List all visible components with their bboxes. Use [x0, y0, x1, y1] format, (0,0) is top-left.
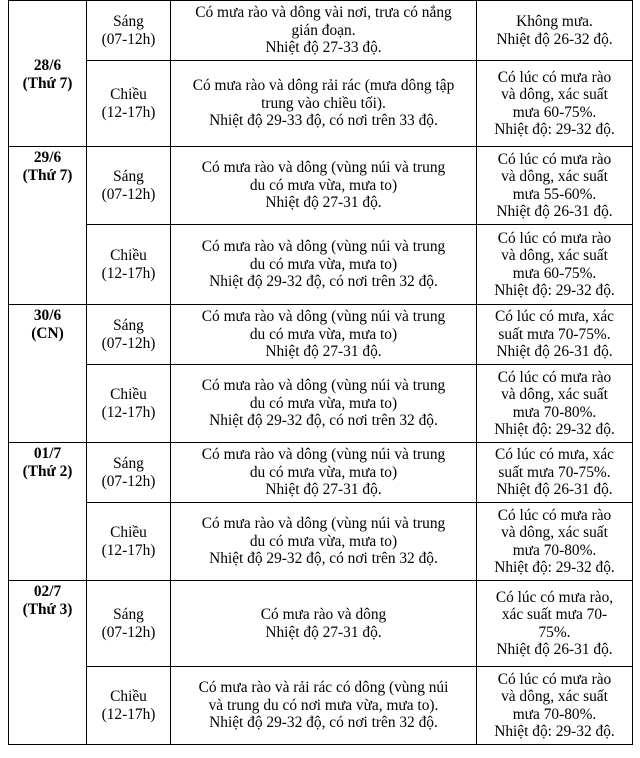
day-date: 01/7 [33, 445, 62, 462]
period-cell [87, 61, 171, 147]
rain-line: Có lúc có mưa rào [497, 368, 612, 386]
period-hours: (07-12h) [101, 185, 156, 203]
table-row [9, 61, 633, 147]
rain-line: và dông, xác suất [501, 86, 608, 103]
day-date: 28/6 [33, 57, 62, 74]
period-name: Chiều [110, 86, 147, 103]
rain-line: Nhiệt độ 26-32 độ. [496, 30, 613, 48]
rain-line: và dông, xác suất [501, 688, 608, 705]
rain-probability-cell [477, 443, 633, 503]
rain-line: Có lúc có mưa, xác [494, 446, 615, 464]
period-cell [87, 365, 171, 443]
period-cell [87, 667, 171, 745]
period-cell [87, 503, 171, 581]
rain-line: suất mưa 70-75%. [498, 325, 611, 343]
table-row [9, 365, 633, 443]
rain-probability-cell [477, 581, 633, 667]
rain-line: mưa 60-75%. [512, 103, 597, 121]
day-date: 29/6 [33, 149, 62, 166]
rain-line: mưa 55-60%. [512, 185, 597, 203]
description-line: Nhiệt độ 29-32 độ, có nơi trên 32 độ. [209, 412, 438, 430]
period-name: Sáng [113, 606, 144, 623]
description-line: Có mưa rào và dông (vùng núi và trung [201, 308, 446, 326]
description-line: Có mưa rào và dông [260, 606, 387, 623]
table-row [9, 503, 633, 581]
description-line: Có mưa rào và dông (vùng núi và trung [201, 377, 446, 395]
table-row [9, 147, 633, 225]
description-line: Có mưa rào và dông vài nơi, trưa có nắng [195, 4, 452, 22]
description-line: Nhiệt độ 27-31 độ. [265, 481, 382, 499]
rain-line: 75%. [538, 623, 571, 641]
description-line: trung vào chiều tối). [261, 94, 386, 112]
day-cell [9, 581, 87, 745]
day-date: 02/7 [33, 583, 62, 600]
period-name: Chiều [110, 524, 147, 541]
period-hours: (12-17h) [101, 264, 156, 282]
rain-probability-cell [477, 667, 633, 745]
day-weekday: (Thứ 2) [22, 462, 73, 480]
period-hours: (12-17h) [101, 103, 156, 121]
rain-line: Có lúc có mưa, xác [494, 308, 615, 326]
description-cell [171, 305, 477, 365]
description-cell [171, 61, 477, 147]
table-row [9, 1, 633, 61]
rain-probability-cell [477, 1, 633, 61]
rain-line: suất mưa 70-75%. [498, 463, 611, 481]
forecast-table-body [9, 1, 633, 745]
rain-probability-cell [477, 225, 633, 305]
period-name: Sáng [113, 168, 144, 185]
rain-line: Nhiệt độ: 29-32 độ. [494, 559, 615, 576]
rain-line: Nhiệt độ 26-31 độ. [496, 641, 613, 658]
period-cell [87, 1, 171, 61]
table-row [9, 225, 633, 305]
forecast-document [8, 0, 632, 745]
description-line: Nhiệt độ 27-31 độ. [265, 194, 382, 212]
description-line: Có mưa rào và rải rác có dông (vùng núi [198, 679, 449, 697]
description-line: Có mưa rào và dông (vùng núi và trung [201, 515, 446, 533]
period-hours: (12-17h) [101, 541, 156, 559]
period-hours: (07-12h) [101, 472, 156, 490]
rain-line: mưa 60-75%. [512, 264, 597, 282]
rain-line: và dông, xác suất [501, 247, 608, 264]
day-weekday: (Thứ 7) [22, 74, 73, 92]
table-row [9, 667, 633, 745]
period-name: Chiều [110, 688, 147, 705]
period-name: Sáng [113, 13, 144, 30]
description-line: du có mưa vừa, mưa to) [249, 532, 398, 550]
period-cell [87, 147, 171, 225]
rain-probability-cell [477, 147, 633, 225]
description-cell [171, 581, 477, 667]
description-line: gián đoạn. [291, 21, 356, 39]
description-line: Nhiệt độ 27-33 độ. [265, 39, 382, 57]
forecast-table [8, 0, 633, 745]
period-hours: (12-17h) [101, 403, 156, 421]
period-cell [87, 225, 171, 305]
rain-line: mưa 70-80%. [512, 403, 597, 421]
rain-line: Nhiệt độ 26-31 độ. [496, 203, 613, 220]
period-cell [87, 443, 171, 503]
rain-line: mưa 70-80%. [512, 541, 597, 559]
period-hours: (12-17h) [101, 705, 156, 723]
description-line: Nhiệt độ 29-32 độ, có nơi trên 32 độ. [209, 550, 438, 568]
table-row [9, 581, 633, 667]
description-line: Nhiệt độ 29-32 độ, có nơi trên 32 độ. [209, 273, 438, 291]
description-line: du có mưa vừa, mưa to) [249, 176, 398, 194]
description-line: Nhiệt độ 27-31 độ. [265, 623, 382, 641]
rain-probability-cell [477, 61, 633, 147]
description-line: du có mưa vừa, mưa to) [249, 463, 398, 481]
day-weekday: (CN) [31, 324, 64, 342]
description-line: Có mưa rào và dông (vùng núi và trung [201, 159, 446, 177]
table-row [9, 305, 633, 365]
day-weekday: (Thứ 7) [22, 166, 73, 184]
rain-probability-cell [477, 503, 633, 581]
description-line: du có mưa vừa, mưa to) [249, 394, 398, 412]
description-cell [171, 503, 477, 581]
rain-line: Nhiệt độ: 29-32 độ. [494, 282, 615, 299]
description-line: Có mưa rào và dông (vùng núi và trung [201, 446, 446, 464]
period-cell [87, 305, 171, 365]
rain-probability-cell [477, 365, 633, 443]
rain-line: và dông, xác suất [501, 524, 608, 541]
period-name: Sáng [113, 317, 144, 334]
rain-line: Nhiệt độ 26-31 độ. [496, 343, 613, 361]
period-name: Chiều [110, 386, 147, 403]
day-date: 30/6 [33, 307, 62, 324]
day-cell [9, 147, 87, 305]
description-cell [171, 365, 477, 443]
description-line: Nhiệt độ 29-33 độ, có nơi trên 33 độ. [209, 112, 438, 130]
description-line: Nhiệt độ 29-32 độ, có nơi trên 32 độ. [209, 714, 438, 732]
table-row [9, 443, 633, 503]
rain-line: Nhiệt độ 26-31 độ. [496, 481, 613, 499]
description-cell [171, 147, 477, 225]
rain-line: Có lúc có mưa rào [497, 670, 612, 688]
rain-line: Nhiệt độ: 29-32 độ. [494, 121, 615, 138]
period-hours: (07-12h) [101, 623, 156, 641]
description-line: Có mưa rào và dông (vùng núi và trung [201, 238, 446, 256]
rain-line: Có lúc có mưa rào [497, 150, 612, 168]
day-cell [9, 305, 87, 443]
rain-line: xác suất mưa 70- [501, 606, 608, 623]
rain-line: Có lúc có mưa rào [497, 506, 612, 524]
period-name: Chiều [110, 247, 147, 264]
period-name: Sáng [113, 455, 144, 472]
period-hours: (07-12h) [101, 334, 156, 352]
rain-line: Không mưa. [516, 13, 593, 30]
description-cell [171, 225, 477, 305]
description-cell [171, 667, 477, 745]
rain-line: Có lúc có mưa rào, [495, 588, 614, 606]
rain-line: Nhiệt độ: 29-32 độ. [494, 421, 615, 438]
rain-probability-cell [477, 305, 633, 365]
description-cell [171, 443, 477, 503]
description-line: du có mưa vừa, mưa to) [249, 255, 398, 273]
day-weekday: (Thứ 3) [22, 600, 73, 618]
rain-line: Nhiệt độ: 29-32 độ. [494, 723, 615, 740]
day-cell [9, 443, 87, 581]
rain-line: và dông, xác suất [501, 386, 608, 403]
rain-line: mưa 70-80%. [512, 705, 597, 723]
rain-line: Có lúc có mưa rào [497, 229, 612, 247]
description-line: Nhiệt độ 27-31 độ. [265, 343, 382, 361]
rain-line: Có lúc có mưa rào [497, 68, 612, 86]
description-line: du có mưa vừa, mưa to) [249, 325, 398, 343]
description-cell [171, 1, 477, 61]
description-line: Có mưa rào và dông rải rác (mưa dông tập [192, 77, 455, 95]
period-hours: (07-12h) [101, 30, 156, 48]
day-cell [9, 1, 87, 147]
rain-line: và dông, xác suất [501, 168, 608, 185]
description-line: và trung du có nơi mưa vừa, mưa to). [208, 696, 439, 714]
period-cell [87, 581, 171, 667]
